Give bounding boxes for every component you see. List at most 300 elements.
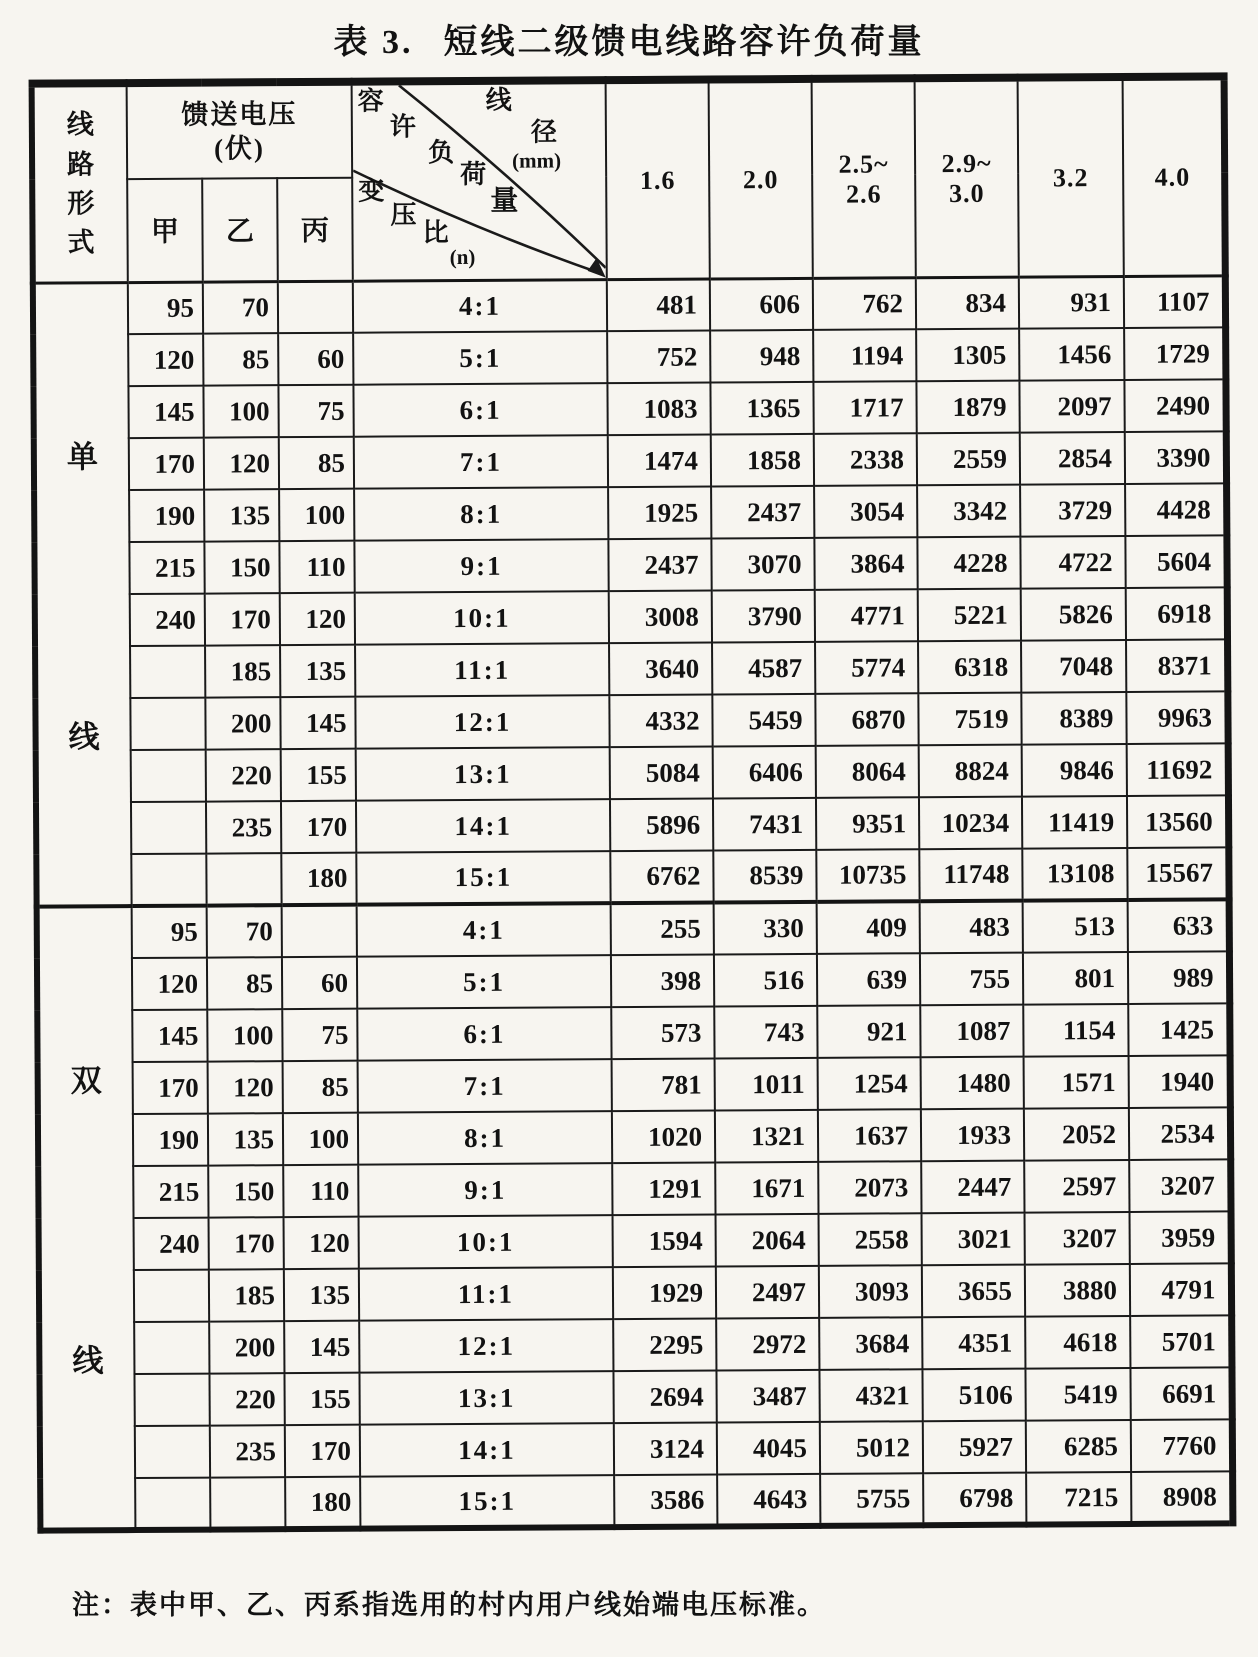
load-cell: 2490: [1124, 379, 1225, 432]
allow-load-char: 负: [427, 138, 455, 168]
voltage-cell: 220: [206, 749, 281, 801]
voltage-cell: 180: [281, 853, 356, 905]
load-cell: 516: [714, 954, 817, 1007]
voltage-cell: 85: [283, 1061, 358, 1113]
header-diameter-col-6: 4.0: [1123, 76, 1225, 276]
voltage-cell: 135: [284, 1269, 359, 1321]
voltage-cell: 240: [134, 1218, 209, 1270]
voltage-cell: [131, 802, 206, 854]
load-cell: 948: [710, 330, 813, 383]
load-cell: 2052: [1024, 1108, 1129, 1161]
table-row: [39, 1211, 1231, 1270]
load-cell: 4351: [922, 1317, 1025, 1370]
load-cell: 1194: [813, 329, 916, 382]
load-cell: 3054: [814, 485, 917, 538]
ratio-cell: 12:1: [359, 1319, 613, 1373]
load-table-wrapper: [29, 72, 1236, 1533]
load-cell: 6798: [923, 1473, 1026, 1526]
table-number: 表 3.: [333, 24, 414, 61]
allow-load-char: 荷: [460, 159, 487, 190]
voltage-cell: [282, 905, 357, 957]
load-cell: 8824: [919, 745, 1022, 798]
load-cell: 1154: [1023, 1004, 1128, 1057]
load-cell: 3864: [814, 537, 917, 590]
load-cell: 255: [611, 903, 714, 956]
voltage-cell: 75: [278, 385, 353, 437]
voltage-cell: 170: [281, 801, 356, 853]
load-cell: 4722: [1020, 536, 1125, 589]
table-row: [37, 1003, 1229, 1062]
load-cell: 639: [817, 953, 920, 1006]
voltage-cell: 170: [129, 438, 204, 490]
header-line-form-label: 线路形式: [66, 109, 95, 258]
voltage-cell: [278, 281, 353, 333]
load-cell: 606: [710, 278, 813, 331]
table-row: [36, 743, 1228, 802]
load-cell: 6870: [815, 693, 918, 746]
voltage-cell: 120: [284, 1217, 359, 1269]
section-label: [37, 906, 136, 1531]
voltage-cell: [134, 1374, 209, 1426]
load-cell: 5927: [923, 1421, 1026, 1474]
transform-ratio-char: 压: [390, 200, 417, 230]
load-cell: 2338: [814, 433, 917, 486]
voltage-cell: 100: [207, 1009, 282, 1061]
load-cell: 2073: [818, 1161, 921, 1214]
load-cell: 2064: [716, 1214, 819, 1267]
header-diameter-col-3: 2.5~ 2.6: [812, 78, 916, 278]
transform-ratio-unit: (n): [449, 244, 476, 270]
header-diameter-col-2: 2.0: [709, 79, 813, 279]
voltage-cell: 220: [209, 1373, 284, 1425]
load-cell: 3207: [1129, 1159, 1230, 1212]
load-cell: 9351: [816, 797, 919, 850]
load-cell: 1083: [607, 383, 710, 436]
voltage-cell: 185: [209, 1269, 284, 1321]
load-cell: 3790: [712, 590, 815, 643]
voltage-cell: 100: [203, 385, 278, 437]
allow-load-char: 量: [490, 185, 519, 217]
load-cell: 1929: [613, 1266, 716, 1319]
voltage-cell: 135: [280, 645, 355, 697]
wire-diameter-char: 径: [530, 117, 558, 147]
table-row: [40, 1471, 1232, 1530]
voltage-cell: 100: [279, 489, 354, 541]
load-cell: 1456: [1019, 328, 1124, 381]
voltage-cell: 120: [128, 334, 203, 386]
header-voltage-jia: 甲: [127, 179, 203, 282]
table-row: [38, 1107, 1230, 1166]
table-row: [34, 535, 1226, 594]
load-cell: 6918: [1126, 587, 1227, 640]
voltage-cell: 170: [285, 1425, 360, 1477]
header-line-form: [32, 83, 128, 283]
load-cell: 5012: [820, 1421, 923, 1474]
load-cell: 7519: [918, 693, 1021, 746]
load-cell: 5106: [922, 1369, 1025, 1422]
load-cell: 6406: [713, 746, 816, 799]
ratio-cell: 5:1: [357, 955, 611, 1009]
section-label: [33, 282, 132, 907]
table-row: [34, 483, 1226, 542]
load-cell: 7760: [1131, 1419, 1232, 1472]
voltage-cell: 60: [278, 333, 353, 385]
load-cell: 9846: [1022, 744, 1127, 797]
load-cell: 633: [1128, 899, 1229, 952]
table-title: [0, 14, 1258, 63]
load-cell: 989: [1128, 951, 1229, 1004]
load-cell: 4791: [1130, 1263, 1231, 1316]
table-body: [33, 275, 1233, 1530]
load-cell: 4618: [1025, 1316, 1130, 1369]
ratio-cell: 7:1: [354, 435, 608, 489]
ratio-cell: 10:1: [359, 1215, 613, 1269]
load-cell: 483: [920, 901, 1023, 954]
load-cell: 2597: [1024, 1160, 1129, 1213]
voltage-cell: 60: [282, 957, 357, 1009]
load-cell: 2437: [608, 539, 711, 592]
load-cell: 2854: [1020, 432, 1125, 485]
load-cell: 8539: [713, 850, 816, 903]
voltage-cell: 150: [208, 1165, 283, 1217]
voltage-cell: [130, 646, 205, 698]
voltage-cell: 75: [282, 1009, 357, 1061]
table-row: [38, 1159, 1230, 1218]
load-cell: 1940: [1129, 1055, 1230, 1108]
table-row: [35, 691, 1227, 750]
load-cell: 1729: [1124, 327, 1225, 380]
table-row: [39, 1263, 1231, 1322]
voltage-cell: 120: [132, 958, 207, 1010]
load-cell: 1087: [920, 1005, 1023, 1058]
load-cell: 2497: [716, 1266, 819, 1319]
voltage-cell: 170: [133, 1062, 208, 1114]
section-label-char: 线: [68, 719, 100, 755]
voltage-cell: 120: [204, 437, 279, 489]
load-cell: 1291: [612, 1163, 715, 1216]
section-label-box: [36, 314, 130, 875]
load-cell: 3640: [609, 643, 712, 696]
load-cell: 11692: [1127, 743, 1228, 796]
table-row: [40, 1419, 1232, 1478]
voltage-cell: 215: [129, 542, 204, 594]
load-cell: 5701: [1130, 1315, 1231, 1368]
ratio-cell: 15:1: [356, 851, 610, 905]
load-cell: 752: [607, 331, 710, 384]
ratio-cell: 9:1: [354, 539, 608, 593]
voltage-cell: 200: [205, 697, 280, 749]
voltage-cell: 235: [210, 1425, 285, 1477]
header-diameter-col-4: 2.9~ 3.0: [915, 78, 1019, 278]
voltage-cell: 120: [208, 1061, 283, 1113]
section-label-box: [40, 938, 134, 1499]
ratio-cell: 14:1: [356, 799, 610, 853]
load-cell: 1637: [818, 1109, 921, 1162]
voltage-cell: 135: [208, 1113, 283, 1165]
load-cell: 3207: [1025, 1212, 1130, 1265]
voltage-cell: 155: [284, 1373, 359, 1425]
load-cell: 1671: [715, 1162, 818, 1215]
voltage-cell: 235: [206, 801, 281, 853]
transform-ratio-char: 变: [358, 176, 385, 206]
load-cell: 8908: [1131, 1471, 1232, 1524]
load-cell: 1425: [1128, 1003, 1229, 1056]
table-caption: 短线二级馈电线路容许负荷量: [443, 24, 925, 61]
transform-ratio-char: 比: [422, 218, 449, 248]
ratio-cell: 7:1: [358, 1059, 612, 1113]
voltage-cell: [206, 853, 281, 905]
load-cell: 5459: [712, 694, 815, 747]
load-cell: 4428: [1125, 483, 1226, 536]
load-cell: 2558: [819, 1213, 922, 1266]
table-row: [36, 847, 1228, 906]
load-cell: 1107: [1124, 275, 1225, 328]
ratio-cell: 8:1: [354, 487, 608, 541]
load-cell: 5221: [918, 589, 1021, 642]
ratio-cell: 12:1: [355, 695, 609, 749]
load-cell: 3342: [917, 485, 1020, 538]
load-cell: 7215: [1026, 1472, 1131, 1525]
voltage-cell: 70: [207, 905, 282, 957]
load-cell: 1321: [715, 1110, 818, 1163]
load-cell: 5084: [610, 747, 713, 800]
voltage-cell: 145: [128, 386, 203, 438]
load-table: [29, 72, 1236, 1533]
load-cell: 781: [612, 1059, 715, 1112]
ratio-cell: 4:1: [353, 279, 607, 333]
load-cell: 3093: [819, 1265, 922, 1318]
load-cell: 7048: [1021, 640, 1126, 693]
header-voltage-bing: 丙: [277, 178, 353, 281]
load-cell: 3729: [1020, 484, 1125, 537]
ratio-cell: 8:1: [358, 1111, 612, 1165]
voltage-cell: 85: [279, 437, 354, 489]
header-diameter-col-5: 3.2: [1018, 77, 1124, 277]
table-row: [35, 587, 1227, 646]
load-cell: 5896: [610, 799, 713, 852]
ratio-cell: 13:1: [356, 747, 610, 801]
allow-load-char: 许: [389, 112, 416, 142]
load-cell: 330: [714, 902, 817, 955]
load-cell: 1571: [1024, 1056, 1129, 1109]
load-cell: 3880: [1025, 1264, 1130, 1317]
voltage-cell: 95: [132, 906, 207, 958]
load-cell: 801: [1023, 952, 1128, 1005]
load-cell: 398: [611, 955, 714, 1008]
voltage-cell: [134, 1322, 209, 1374]
load-cell: 4228: [917, 537, 1020, 590]
load-cell: 13108: [1022, 848, 1127, 901]
load-cell: 4587: [712, 642, 815, 695]
section-label-char: 双: [70, 1063, 102, 1099]
voltage-cell: 170: [209, 1217, 284, 1269]
table-row: [35, 639, 1227, 698]
voltage-cell: 180: [285, 1477, 360, 1529]
allow-load-char: 容: [357, 86, 384, 116]
voltage-cell: 170: [205, 593, 280, 645]
voltage-cell: 135: [204, 489, 279, 541]
load-cell: 8371: [1126, 639, 1227, 692]
load-cell: 931: [1019, 276, 1124, 329]
voltage-cell: 85: [207, 957, 282, 1009]
wire-diameter-char: 线: [485, 85, 512, 115]
table-row: [38, 1055, 1230, 1114]
section-label-char: 单: [66, 439, 98, 475]
voltage-cell: 110: [283, 1165, 358, 1217]
load-cell: 11419: [1022, 796, 1127, 849]
voltage-cell: [210, 1477, 285, 1529]
load-cell: 5826: [1021, 588, 1126, 641]
load-cell: 755: [920, 953, 1023, 1006]
load-cell: 11748: [919, 849, 1022, 902]
load-cell: 3070: [711, 538, 814, 591]
table-row: [33, 275, 1225, 334]
load-cell: 743: [714, 1006, 817, 1059]
voltage-cell: 85: [203, 333, 278, 385]
load-cell: 3586: [614, 1474, 717, 1527]
load-cell: 15567: [1127, 847, 1228, 900]
table-row: [39, 1315, 1231, 1374]
load-cell: 6691: [1130, 1367, 1231, 1420]
header-diameter-col-1: 1.6: [606, 80, 710, 280]
load-cell: 2559: [917, 433, 1020, 486]
voltage-cell: 200: [209, 1321, 284, 1373]
load-cell: 3684: [819, 1317, 922, 1370]
load-cell: 4771: [815, 589, 918, 642]
voltage-cell: [130, 698, 205, 750]
header-feed-voltage: [127, 82, 353, 179]
load-cell: 1305: [916, 329, 1019, 382]
voltage-cell: 185: [205, 645, 280, 697]
load-cell: 1365: [710, 382, 813, 435]
voltage-cell: 240: [130, 594, 205, 646]
load-cell: 3390: [1125, 431, 1226, 484]
load-cell: 3655: [922, 1265, 1025, 1318]
load-cell: 3021: [922, 1213, 1025, 1266]
load-cell: 1594: [613, 1214, 716, 1267]
load-cell: 573: [611, 1007, 714, 1060]
load-cell: 6318: [918, 641, 1021, 694]
ratio-cell: 13:1: [359, 1371, 613, 1425]
load-cell: 1254: [818, 1057, 921, 1110]
ratio-cell: 14:1: [360, 1423, 614, 1477]
load-cell: 2437: [711, 486, 814, 539]
load-cell: 1480: [921, 1057, 1024, 1110]
voltage-cell: 190: [133, 1114, 208, 1166]
load-cell: 4332: [609, 695, 712, 748]
voltage-cell: [134, 1270, 209, 1322]
table-row: [39, 1367, 1231, 1426]
header-diagonal-cell: [352, 80, 607, 281]
load-cell: 7431: [713, 798, 816, 851]
load-cell: 921: [817, 1005, 920, 1058]
diagonal-box: [353, 84, 606, 279]
load-cell: 4321: [819, 1369, 922, 1422]
voltage-cell: [131, 854, 206, 906]
ratio-cell: 9:1: [358, 1163, 612, 1217]
load-cell: 1474: [608, 435, 711, 488]
table-row: [37, 951, 1229, 1010]
voltage-cell: 215: [133, 1166, 208, 1218]
load-cell: 6762: [610, 851, 713, 904]
table-row: [33, 327, 1225, 386]
wire-diameter-unit: (mm): [512, 148, 562, 173]
footnote: 注：表中甲、乙、丙系指选用的村内用户线始端电压标准。: [72, 1590, 826, 1620]
voltage-cell: 145: [280, 697, 355, 749]
voltage-cell: 95: [128, 282, 203, 334]
ratio-cell: 15:1: [360, 1475, 614, 1529]
load-cell: 2534: [1129, 1107, 1230, 1160]
load-cell: 2097: [1019, 380, 1124, 433]
load-cell: 4045: [717, 1422, 820, 1475]
load-cell: 8064: [816, 745, 919, 798]
load-cell: 6285: [1026, 1420, 1131, 1473]
voltage-cell: 190: [129, 490, 204, 542]
load-cell: 409: [817, 901, 920, 954]
load-cell: 9963: [1126, 691, 1227, 744]
voltage-cell: 70: [203, 281, 278, 333]
ratio-cell: 6:1: [353, 383, 607, 437]
load-cell: 10735: [816, 849, 919, 902]
load-cell: 1933: [921, 1109, 1024, 1162]
load-cell: 1020: [612, 1111, 715, 1164]
ratio-cell: 6:1: [357, 1007, 611, 1061]
load-cell: 3959: [1130, 1211, 1231, 1264]
feed-voltage-label: 馈送电压: [181, 98, 298, 130]
voltage-cell: 120: [280, 593, 355, 645]
table-row: [36, 795, 1228, 854]
load-cell: 1858: [711, 434, 814, 487]
voltage-cell: 145: [132, 1010, 207, 1062]
voltage-cell: 145: [284, 1321, 359, 1373]
load-cell: 481: [607, 279, 710, 332]
load-cell: 2295: [613, 1318, 716, 1371]
load-cell: 3008: [609, 591, 712, 644]
section-label-char: 线: [72, 1343, 104, 1379]
ratio-cell: 11:1: [355, 643, 609, 697]
load-cell: 513: [1023, 900, 1128, 953]
ratio-cell: 11:1: [359, 1267, 613, 1321]
voltage-cell: [135, 1426, 210, 1478]
voltage-cell: 100: [283, 1113, 358, 1165]
ratio-cell: 10:1: [355, 591, 609, 645]
load-cell: 8389: [1021, 692, 1126, 745]
load-cell: 834: [916, 277, 1019, 330]
load-cell: 10234: [919, 797, 1022, 850]
load-cell: 5774: [815, 641, 918, 694]
voltage-cell: 110: [279, 541, 354, 593]
table-row: [34, 431, 1226, 490]
load-cell: 1717: [813, 381, 916, 434]
load-cell: 1011: [715, 1058, 818, 1111]
voltage-cell: [135, 1478, 210, 1530]
load-cell: 4643: [717, 1474, 820, 1527]
load-cell: 1925: [608, 487, 711, 540]
table-row: [33, 379, 1225, 438]
feed-voltage-unit: (伏): [213, 132, 266, 164]
header-voltage-yi: 乙: [202, 178, 278, 281]
voltage-cell: 150: [204, 541, 279, 593]
load-cell: 762: [813, 277, 916, 330]
load-cell: 1879: [916, 381, 1019, 434]
load-cell: 2694: [613, 1370, 716, 1423]
load-cell: 3124: [614, 1422, 717, 1475]
voltage-cell: [131, 750, 206, 802]
load-cell: 3487: [716, 1370, 819, 1423]
load-cell: 2972: [716, 1318, 819, 1371]
load-cell: 2447: [921, 1161, 1024, 1214]
load-cell: 13560: [1127, 795, 1228, 848]
